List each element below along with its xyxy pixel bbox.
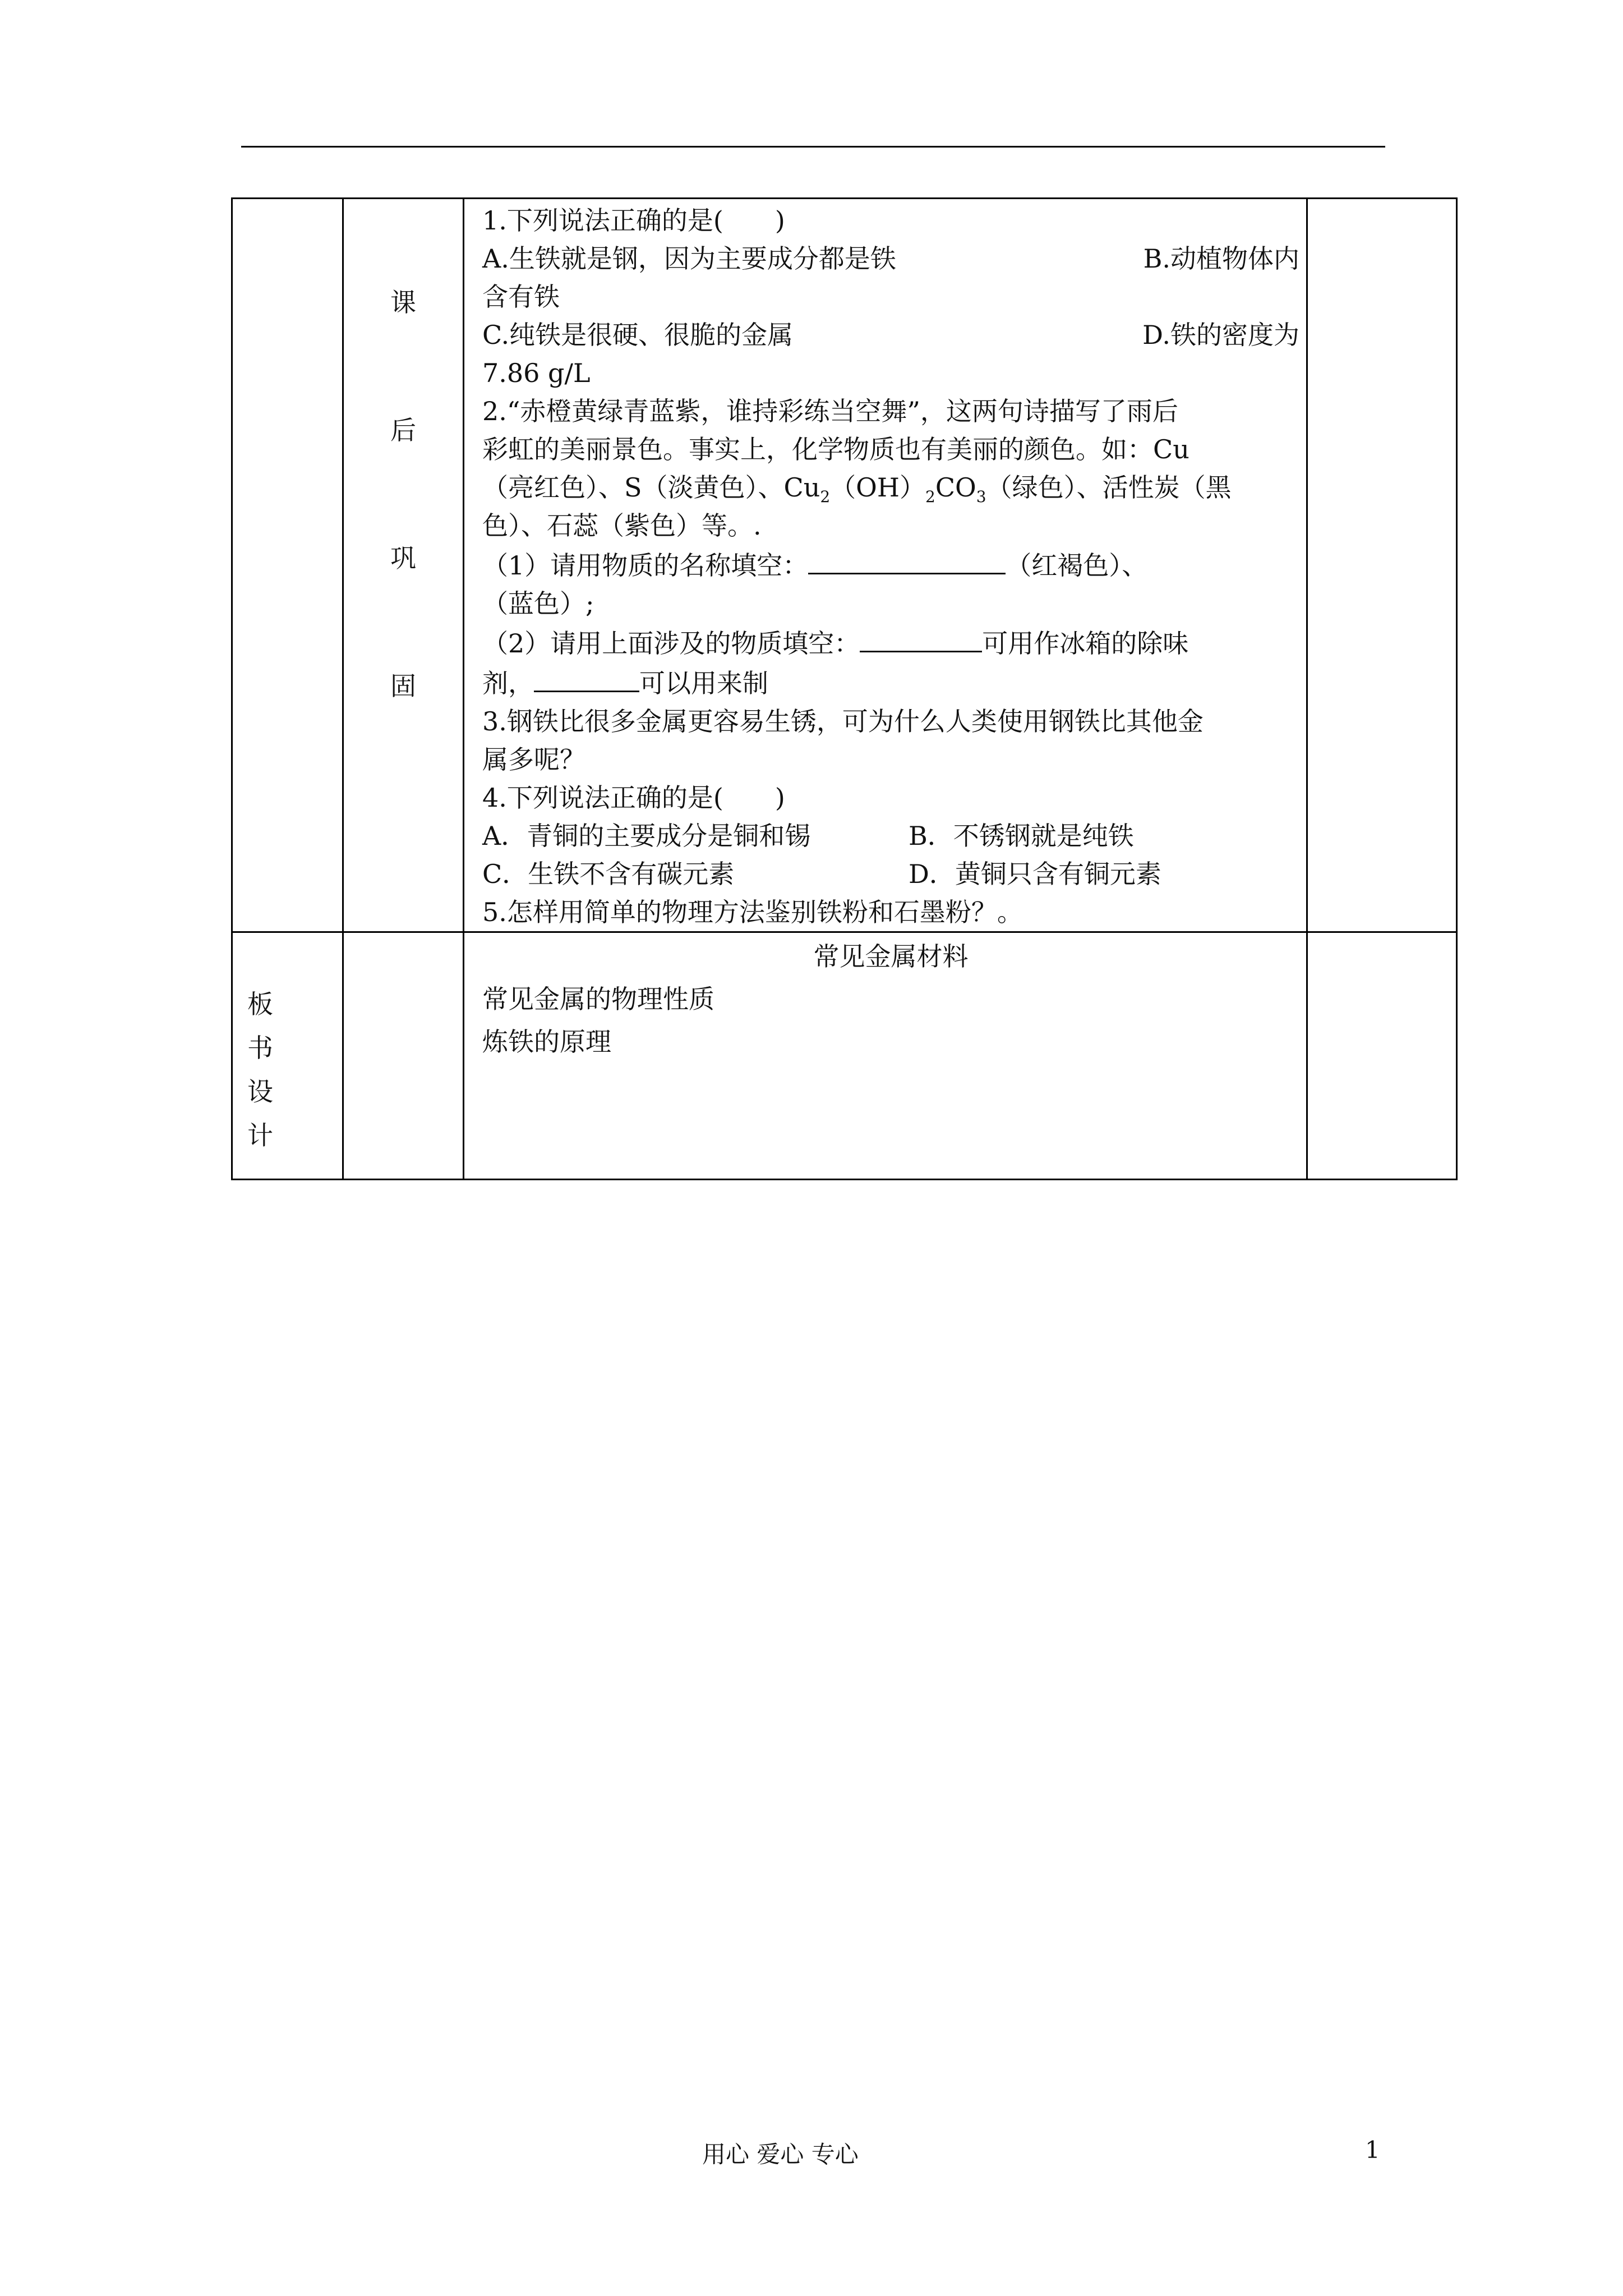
q2-line-formula: （亮红色）、S（淡黄色）、$Cu_2(OH)_2CO_3$（绿色）、活性炭（黑 [482, 472, 1232, 507]
q4-option-b: B．不锈钢就是纯铁 [909, 821, 1134, 851]
q1-option-d: D.铁的密度为 [1142, 320, 1299, 350]
answer-blank[interactable] [534, 662, 639, 692]
q1-options-ab [482, 240, 1299, 278]
q2-part2: （2）请用上面涉及的物质填空： 可用作冰箱的除味 [482, 623, 1299, 662]
empty-cell [343, 932, 464, 1180]
q5: 5.怎样用简单的物理方法鉴别铁粉和石墨粉？。 [482, 897, 1023, 927]
q2-line: 彩虹的美丽景色。事实上，化学物质也有美丽的颜色。如：Cu [482, 434, 1189, 464]
q2-part1-end: （蓝色）; [482, 588, 594, 619]
label-char: 课 [390, 287, 416, 318]
section-label-cell [343, 199, 464, 932]
q1-option-b-end: 含有铁 [482, 282, 560, 312]
label-char: 计 [247, 1120, 273, 1151]
empty-cell [1307, 932, 1457, 1180]
q1-option-c: C.纯铁是很硬、很脆的金属 [482, 320, 794, 350]
label-char: 后 [390, 415, 416, 445]
empty-cell [1307, 199, 1457, 932]
board-line: 常见金属的物理性质 [482, 984, 714, 1014]
q1-option-d-end: 7.86 g/L [482, 358, 591, 388]
q4-option-d: D．黄铜只含有铜元素 [909, 859, 1161, 889]
board-content [464, 933, 1306, 1063]
q1-stem: 1.下列说法正确的是( ) [482, 205, 785, 236]
label-char: 巩 [390, 543, 416, 573]
lesson-table [231, 197, 1458, 1180]
section-label-board [233, 933, 342, 1157]
q4-stem: 4.下列说法正确的是( ) [482, 783, 785, 813]
board-title: 常见金属材料 [813, 941, 969, 972]
label-char: 设 [247, 1076, 273, 1107]
page-number: 1 [1365, 2136, 1380, 2164]
label-char: 板 [247, 989, 273, 1019]
q1-option-a: A.生铁就是钢，因为主要成分都是铁 [482, 243, 896, 274]
exercise-cell [464, 199, 1307, 932]
q4-option-a: A．青铜的主要成分是铜和锡 [482, 821, 811, 851]
answer-blank[interactable] [860, 623, 982, 652]
consolidation-row [232, 199, 1457, 932]
header-rule [241, 146, 1385, 148]
board-line: 炼铁的原理 [482, 1027, 611, 1057]
empty-cell [232, 199, 343, 932]
q1-option-b: B.动植物体内 [1143, 243, 1299, 274]
q4-options-ab [482, 817, 1299, 855]
q1-options-cd [482, 316, 1299, 354]
q2-part1: （1）请用物质的名称填空： （红褐色）、 [482, 545, 1299, 585]
section-label-consolidation [344, 199, 463, 795]
board-cell [464, 932, 1307, 1180]
board-design-row [232, 932, 1457, 1180]
q2-part2-end: 剂， 可以用来制 [482, 662, 1299, 702]
footer-motto: 用心 爱心 专心 [702, 2141, 859, 2168]
label-char: 固 [390, 671, 416, 701]
q4-options-cd [482, 855, 1299, 893]
q2-line: 色）、石蕊（紫色）等。. [482, 510, 762, 541]
label-char: 书 [247, 1033, 273, 1063]
q4-option-c: C．生铁不含有碳元素 [482, 859, 735, 889]
section-label-cell [232, 932, 343, 1180]
q3-line: 属多呢？ [482, 744, 585, 775]
q2-line: 2.“赤橙黄绿青蓝紫，谁持彩练当空舞”，这两句诗描写了雨后 [482, 396, 1178, 426]
answer-blank[interactable] [808, 545, 1006, 574]
q3-line: 3.钢铁比很多金属更容易生锈，可为什么人类使用钢铁比其他金 [482, 706, 1204, 737]
exercise-content [464, 199, 1306, 931]
